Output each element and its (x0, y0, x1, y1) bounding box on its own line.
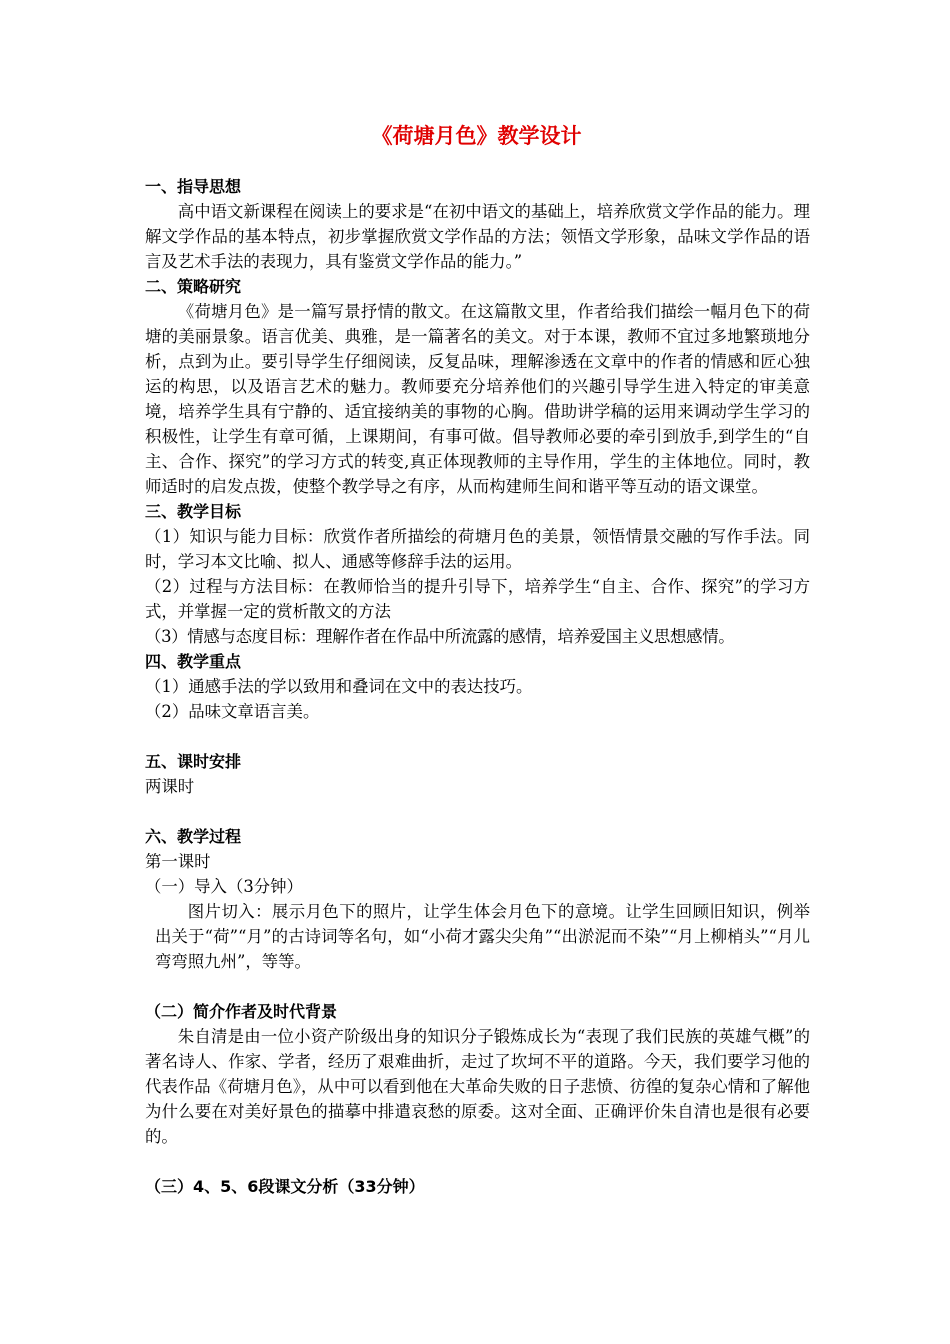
objective-item: （3）情感与态度目标：理解作者在作品中所流露的感情，培养爱国主义思想感情。 (145, 627, 735, 646)
schedule-text: 两课时 (145, 777, 195, 796)
lesson-label: 第一课时 (145, 852, 211, 871)
section-heading-process: 六、教学过程 (145, 827, 242, 846)
section-heading-schedule: 五、课时安排 (145, 752, 242, 771)
part-title-author: （二）简介作者及时代背景 (145, 1002, 338, 1021)
part-title-analysis: （三）4、5、6段课文分析（33分钟） (145, 1177, 425, 1196)
objective-item: （1）知识与能力目标：欣赏作者所描绘的荷塘月色的美景，领悟情景交融的写作手法。同时，学习本文比喻、拟人、通感等修辞手法的运用。 (145, 527, 810, 571)
paragraph-author: 朱自清是由一位小资产阶级出身的知识分子锻炼成长为“表现了我们民族的英雄气概”的著名诗人、作家、学者，经历了艰难曲折，走过了坎坷不平的道路。今天，我们要学习他的代表作品《荷塘月色》，从中可以看到他在大革命失败的日子悲愤、彷徨的复杂心情和了解他为什么要在对美好景色的描摹中排遣哀愁的原委。这对全面、正确评价朱自清也是很有必要的。 (145, 1027, 810, 1146)
key-point-item: （1）通感手法的学以致用和叠词在文中的表达技巧。 (145, 677, 533, 696)
objective-item: （2）过程与方法目标：在教师恰当的提升引导下，培养学生“自主、合作、探究”的学习方式，并掌握一定的赏析散文的方法 (145, 577, 810, 621)
paragraph-intro: 图片切入：展示月色下的照片，让学生体会月色下的意境。让学生回顾旧知识，例举出关于“荷”“月”的古诗词等名句，如“小荷才露尖尖角”“出淤泥而不染”“月上柳梢头”“月儿弯弯照九州”，等等。 (155, 902, 810, 971)
section-heading-strategy: 二、策略研究 (145, 277, 242, 296)
section-heading-key-points: 四、教学重点 (145, 652, 242, 671)
part-title-intro: （一）导入（3分钟） (145, 877, 303, 896)
document-title: 《荷塘月色》教学设计 (371, 123, 582, 148)
document-page (145, 118, 810, 1199)
paragraph-guiding-thought: 高中语文新课程在阅读上的要求是“在初中语文的基础上，培养欣赏文学作品的能力。理解文学作品的基本特点，初步掌握欣赏文学作品的方法；领悟文学形象，品味文学作品的语言及艺术手法的表现力，具有鉴赏文学作品的能力。” (145, 202, 810, 271)
key-point-item: （2）品味文章语言美。 (145, 702, 320, 721)
section-heading-guiding-thought: 一、指导思想 (145, 177, 242, 196)
section-heading-objectives: 三、教学目标 (145, 502, 242, 521)
paragraph-strategy: 《荷塘月色》是一篇写景抒情的散文。在这篇散文里，作者给我们描绘一幅月色下的荷塘的美丽景象。语言优美、典雅，是一篇著名的美文。对于本课，教师不宜过多地繁琐地分析，点到为止。要引导学生仔细阅读，反复品味，理解渗透在文章中的作者的情感和匠心独运的构思，以及语言艺术的魅力。教师要充分培养他们的兴趣引导学生进入特定的审美意境，培养学生具有宁静的、适宜接纳美的事物的心胸。借助讲学稿的运用来调动学生学习的积极性，让学生有章可循，上课期间，有事可做。倡导教师必要的牵引到放手,到学生的“自主、合作、探究”的学习方式的转变,真正体现教师的主导作用，学生的主体地位。同时，教师适时的启发点拨，使整个教学导之有序，从而构建师生间和谐平等互动的语文课堂。 (145, 302, 810, 496)
